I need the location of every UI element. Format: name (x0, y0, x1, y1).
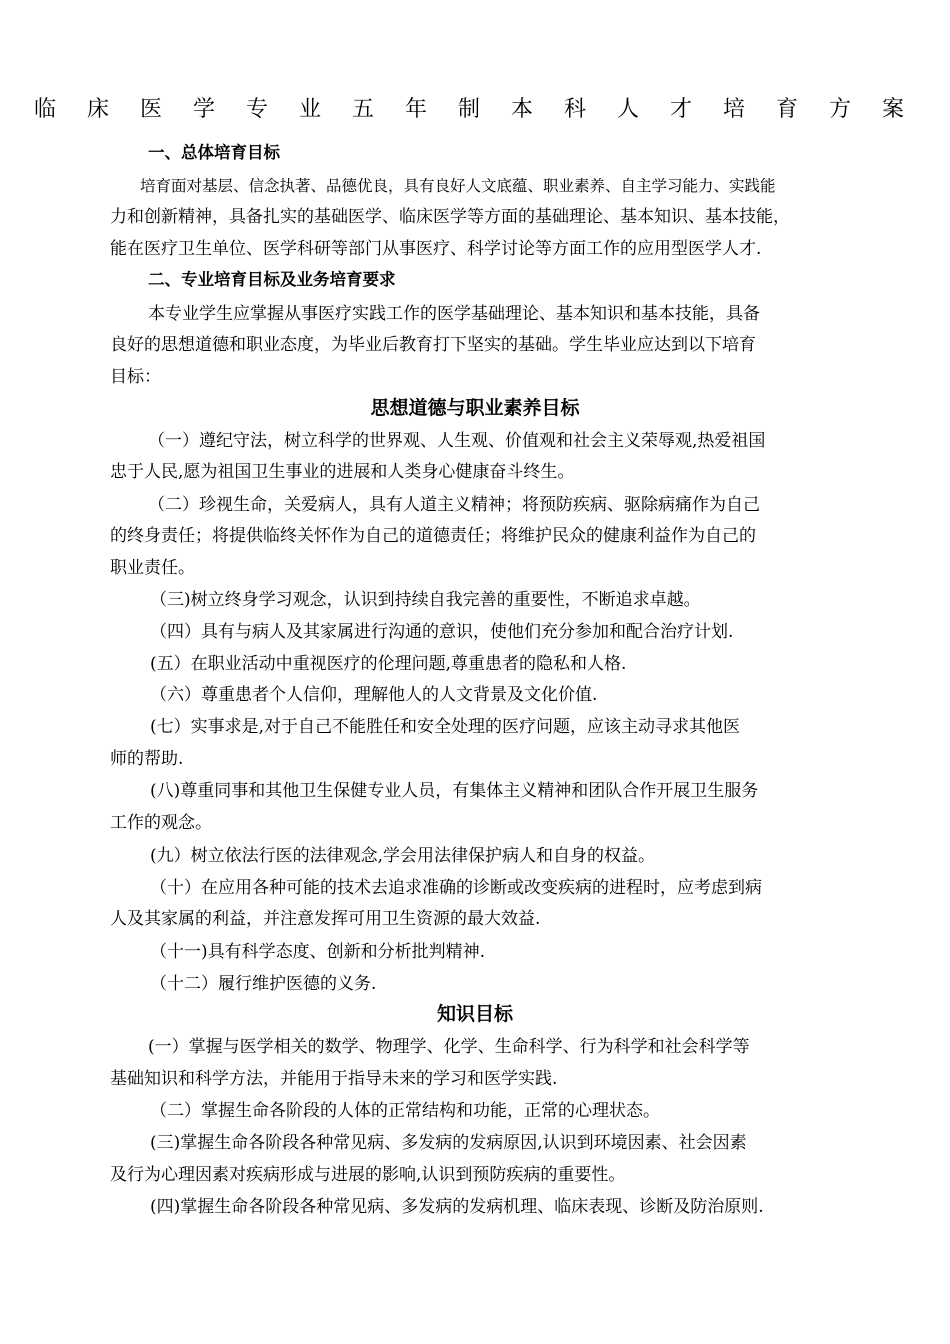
paragraph-line: 本专业学生应掌握从事医疗实践工作的医学基础理论、基本知识和基本技能，具备 (148, 304, 760, 324)
list-item-line: （一）遵纪守法，树立科学的世界观、人生观、价值观和社会主义荣辱观,热爱祖国 (148, 431, 766, 451)
list-item-line: (七）实事求是,对于自己不能胜任和安全处理的医疗问题，应该主动寻求其他医 (150, 717, 741, 737)
list-item-line: 师的帮助. (110, 749, 184, 769)
list-item-line: 工作的观念。 (110, 813, 212, 833)
paragraph-line: 目标： (110, 367, 161, 387)
subsection-heading-knowledge: 知识目标 (436, 1003, 513, 1025)
section-heading-overall-goal: 一、总体培育目标 (148, 143, 280, 162)
list-item-line: （十二）履行维护医德的义务. (150, 974, 377, 994)
list-item-line: 人及其家属的利益，并注意发挥可用卫生资源的最大效益. (110, 909, 541, 929)
list-item-line: （三)树立终身学习观念，认识到持续自我完善的重要性，不断追求卓越。 (150, 590, 701, 610)
page-title: 临 床 医 学 专 业 五 年 制 本 科 人 才 培 育 方 案 (34, 97, 916, 122)
list-item-line: (八)尊重同事和其他卫生保健专业人员，有集体主义精神和团队合作开展卫生服务 (150, 781, 759, 801)
list-item-line: 基础知识和科学方法，并能用于指导未来的学习和医学实践. (110, 1069, 558, 1089)
list-item-line: (五）在职业活动中重视医疗的伦理问题,尊重患者的隐私和人格. (150, 654, 627, 674)
list-item-line: (四)掌握生命各阶段各种常见病、多发病的发病机理、临床表现、诊断及防治原则. (150, 1197, 764, 1217)
list-item-line: (三)掌握生命各阶段各种常见病、多发病的发病原因,认识到环境因素、社会因素 (150, 1133, 747, 1153)
list-item-line: （四）具有与病人及其家属进行沟通的意识，使他们充分参加和配合治疗计划. (150, 622, 734, 642)
paragraph-line: 良好的思想道德和职业态度，为毕业后教育打下坚实的基础。学生毕业应达到以下培育 (110, 335, 756, 355)
paragraph-line: 力和创新精神，具备扎实的基础医学、临床医学等方面的基础理论、基本知识、基本技能， (110, 207, 790, 227)
list-item-line: 忠于人民,愿为祖国卫生事业的进展和人类身心健康奋斗终生。 (110, 462, 575, 482)
paragraph-line: 培育面对基层、信念执著、品德优良，具有良好人文底蕴、职业素养、自主学习能力、实践能 (140, 177, 776, 195)
paragraph-line: 能在医疗卫生单位、医学科研等部门从事医疗、科学讨论等方面工作的应用型医学人才. (110, 239, 762, 259)
list-item-line: 及行为心理因素对疾病形成与进展的影响,认识到预防疾病的重要性。 (110, 1165, 626, 1185)
list-item-line: （十）在应用各种可能的技术去追求准确的诊断或改变疾病的进程时，应考虑到病 (150, 878, 762, 898)
subsection-heading-moral: 思想道德与职业素养目标 (370, 397, 580, 419)
list-item-line: （二）掌握生命各阶段的人体的正常结构和功能，正常的心理状态。 (150, 1101, 660, 1121)
list-item-line: (一）掌握与医学相关的数学、物理学、化学、生命科学、行为科学和社会科学等 (148, 1037, 750, 1057)
list-item-line: 职业责任。 (110, 558, 195, 578)
section-heading-professional-goal: 二、专业培育目标及业务培育要求 (148, 270, 396, 289)
list-item-line: （六）尊重患者个人信仰，理解他人的人文背景及文化价值. (150, 685, 598, 705)
list-item-line: 的终身责任；将提供临终关怀作为自己的道德责任；将维护民众的健康利益作为自己的 (110, 526, 756, 546)
list-item-line: （十一)具有科学态度、创新和分析批判精神. (150, 942, 486, 962)
list-item-line: (九）树立依法行医的法律观念,学会用法律保护病人和自身的权益。 (150, 846, 656, 866)
list-item-line: （二）珍视生命，关爱病人，具有人道主义精神；将预防疾病、驱除病痛作为自己 (148, 495, 760, 515)
